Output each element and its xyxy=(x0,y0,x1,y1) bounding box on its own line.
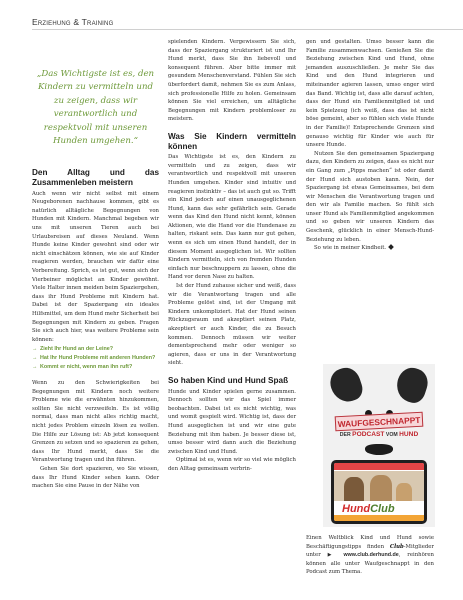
paragraph: spielenden Kindern. Vergewissern Sie sich, dass der Spaziergang strukturiert ist und Ihr Hund merkt, dass Sie ihn liebevoll und konsequent führen. Aber bitte immer mit gesundem Menschenverstand. Fühlen Sie sich überfordert damit, nehmen Sie es zum Anlass, sich professionelle Hilfe zu holen. Gemeinsam können Sie viel erreichen, um alltägliche Begegnungen mit Kindern problemloser zu meistern. xyxy=(168,39,296,123)
tablet-footer-bar xyxy=(334,515,424,521)
club-link[interactable]: www.club.derhund.de xyxy=(343,552,399,559)
hundclub-logo: HundClub xyxy=(342,503,395,515)
end-mark-icon xyxy=(388,244,394,250)
dog-nose-icon xyxy=(365,444,393,455)
person-icon xyxy=(344,477,364,501)
paragraph: Auch wenn wir nicht selbst mit einem Neugeborenen nachhause kommen, gibt es natürlich alltägliche Begegnungen von Hunden mit Kindern. Manchmal begeben wir uns mit unseren Tieren auch bei Urlaubsreisen auf dieses Neuland. Wenn Hunde keine Kinder gewohnt sind oder wir nicht einschätzen können, wie sie auf Kinder reagieren werden, brauchen wir dafür eine Vorbereitung. Sprich, es ist gut, wenn sich der Vierbeiner möglichst an Kinder gewöhnt. Viele Halter innen meiden beim Spaziergehen, dass ihr Hund Probleme mit Kindern hat. Dabei ist der Spaziergang ein ideales Hilfsmittel, um dem Hund mehr Sicherheit bei Begegnungen mit Kindern zu geben. Fragen Sie sich auch hier, was weitere Probleme sein können: xyxy=(32,190,159,343)
paragraph: gen und gestalten. Umso besser kann die Familie zusammenwachsen. Genießen Sie die Beziehung zwischen Kind und Hund, ohne jemanden auszuschließen. Je mehr Sie das Kind und den Hund integrieren und miteinander agieren lassen, umso enger wird das Band. Wichtig ist, dass alle darauf achten, dass der Hund ein Familienmitglied ist und kein Spielzeug (ich weiß, dass das ist nicht böse gemeint, aber so fühlen sich viele Hunde in der Familie)! Entsprechende Grenzen sind genauso wichtig für Kinder wie auch für unsere Hunde. xyxy=(306,39,434,149)
ad-caption: Einen Weltblick Kind und Hund sowie Beschäftigungstipps finden Club-Mitglieder unter ▶ www.club.derhund.de, reinhören können alle unter Waufgeschnappt in den Podcast zum Thema. xyxy=(306,535,434,576)
question-item: → Hat Ihr Hund Probleme mit anderen Hunden? xyxy=(32,354,156,361)
podcast-tagline: DER PODCAST VOM HUND xyxy=(339,431,419,438)
question-list xyxy=(32,345,159,371)
tablet-image xyxy=(331,460,427,524)
paragraph: Optimal ist es, wenn wir so viel wie möglich den Alltag gemeinsam verbrin- xyxy=(168,457,296,472)
dog-ear-icon xyxy=(326,364,365,406)
arrow-icon: → xyxy=(32,363,38,370)
podcast-banner: WAUFGESCHNAPPT xyxy=(335,412,424,432)
heading-spass: So haben Kind und Hund Spaß xyxy=(168,375,289,385)
paragraph: Wenn zu den Schwierigkeiten bei Begegnungen mit Kindern noch weitere Probleme wie die erwähnten hinzukommen, sollten Sie nicht verzweifeln. Es ist völlig normal, dass man nicht alles richtig macht, nicht jedes Problem einzeln lösen zu wollen. Die Hilfe zur Lösung ist: Ab jetzt konsequent Grenzen zu setzen und so spazieren zu gehen, dass Ihr Hund merkt, dass Sie die Verantwortung tragen und ihn führen. xyxy=(32,380,159,464)
tablet-header-bar xyxy=(334,463,424,470)
paragraph: Gehen Sie dort spazieren, wo Sie wissen, dass Ihr Hund Kinder sehen kann. Oder machen Sie eine Pause in der Nähe von xyxy=(32,466,159,490)
person-icon xyxy=(370,475,392,501)
heading-vermitteln: Was Sie Kindern vermitteln können xyxy=(168,131,296,151)
tablet-hero-photo xyxy=(334,471,424,501)
arrow-icon: → xyxy=(32,354,38,361)
club-mark: Club xyxy=(389,543,404,550)
pull-quote: „Das Wichtigste ist es, den Kindern zu vermitteln und zu zeigen, dass wir verantwortlich und respektvoll mit unseren Hunden umgehen.“ xyxy=(36,69,155,147)
paragraph: So wie in meiner Kindheit. xyxy=(306,244,434,253)
dog-ear-icon xyxy=(392,364,431,406)
column-2 xyxy=(168,38,296,474)
heading-alltag: Den Alltag und das Zusammenleben meistern xyxy=(32,168,159,188)
triangle-icon: ▶ xyxy=(327,552,337,559)
paragraph: Das Wichtigste ist es, den Kindern zu vermitteln und zu zeigen, dass wir verantwortlich und respektvoll mit unseren Hunden umgehen. Kinder sind intuitiv und reagieren instinktiv – das ist auch gut so. Trifft ein Kind jedoch auf einen unausgeglichenen Hund, kann das sehr gefährlich sein. Gerade wenn das Kind den Hund nicht kennt, können Aktionen, wie die Hand vor die Hundenase zu halten, riskant sein. Das kann nur gut gehen, wenn es sich um einen Hund handelt, der in diesem Moment ausgeglichen ist. Wir sollten Kindern vermitteln, sich von fremden Hunden einfach nur beschnuppern zu lassen, ohne die Hand vor deren Nase zu halten. xyxy=(168,154,296,281)
paragraph: Hunde und Kinder spielen gerne zusammen. Dennoch sollten wir das Spiel immer beobachten. Dabei ist es nicht wichtig, was und womit gespielt wird. Wichtig ist, dass der Hund ausgeglichen ist und wir eine gute Beziehung mit ihm haben. Je besser diese ist, umso besser wird dann auch die Beziehung zwischen Kind und Hund. xyxy=(168,388,296,455)
paragraph: Nutzen Sie den gemeinsamen Spaziergang dazu, den Kindern zu zeigen, dass es nicht nur ein Gang zum „Pipps machen“ ist oder damit der Hund sich austoben kann. Nein, der Spaziergang ist etwas Gemeinsames, bei dem wir Menschen die Verantwortung tragen und den wir als Familie machen. So fühlt sich unser Hund als Familienmitglied angekommen und so geben wir unseren Kindern das Geschenk, glücklich in einer Mensch-Hund-Beziehung zu leben. xyxy=(306,150,434,243)
tablet-screen xyxy=(334,463,424,521)
column-3 xyxy=(306,38,434,253)
column-1 xyxy=(32,46,159,491)
header-rule xyxy=(32,29,463,30)
podcast-ad[interactable] xyxy=(323,364,435,527)
section-header: Erziehung & Training xyxy=(32,17,114,27)
question-item: → Kommt er nicht, wenn man ihn ruft? xyxy=(32,363,133,370)
arrow-icon: → xyxy=(32,346,38,353)
question-item: → Zieht Ihr Hund an der Leine? xyxy=(32,346,114,353)
dog-icon xyxy=(396,483,412,501)
paragraph: Ist der Hund zuhause sicher und weiß, dass wir die Verantwortung tragen und alle Probleme gelöst sind, ist der Umgang mit Kindern unkompliziert. Hat der Hund seinen Rückzugsraum und akzeptiert seinen Platz, akzeptiert er auch Kinder, die zu Besuch kommen. Dennoch müssen wir weiter dementsprechend mehr oder weniger so agieren, dass er uns in der Verantwortung sieht. xyxy=(168,283,296,367)
